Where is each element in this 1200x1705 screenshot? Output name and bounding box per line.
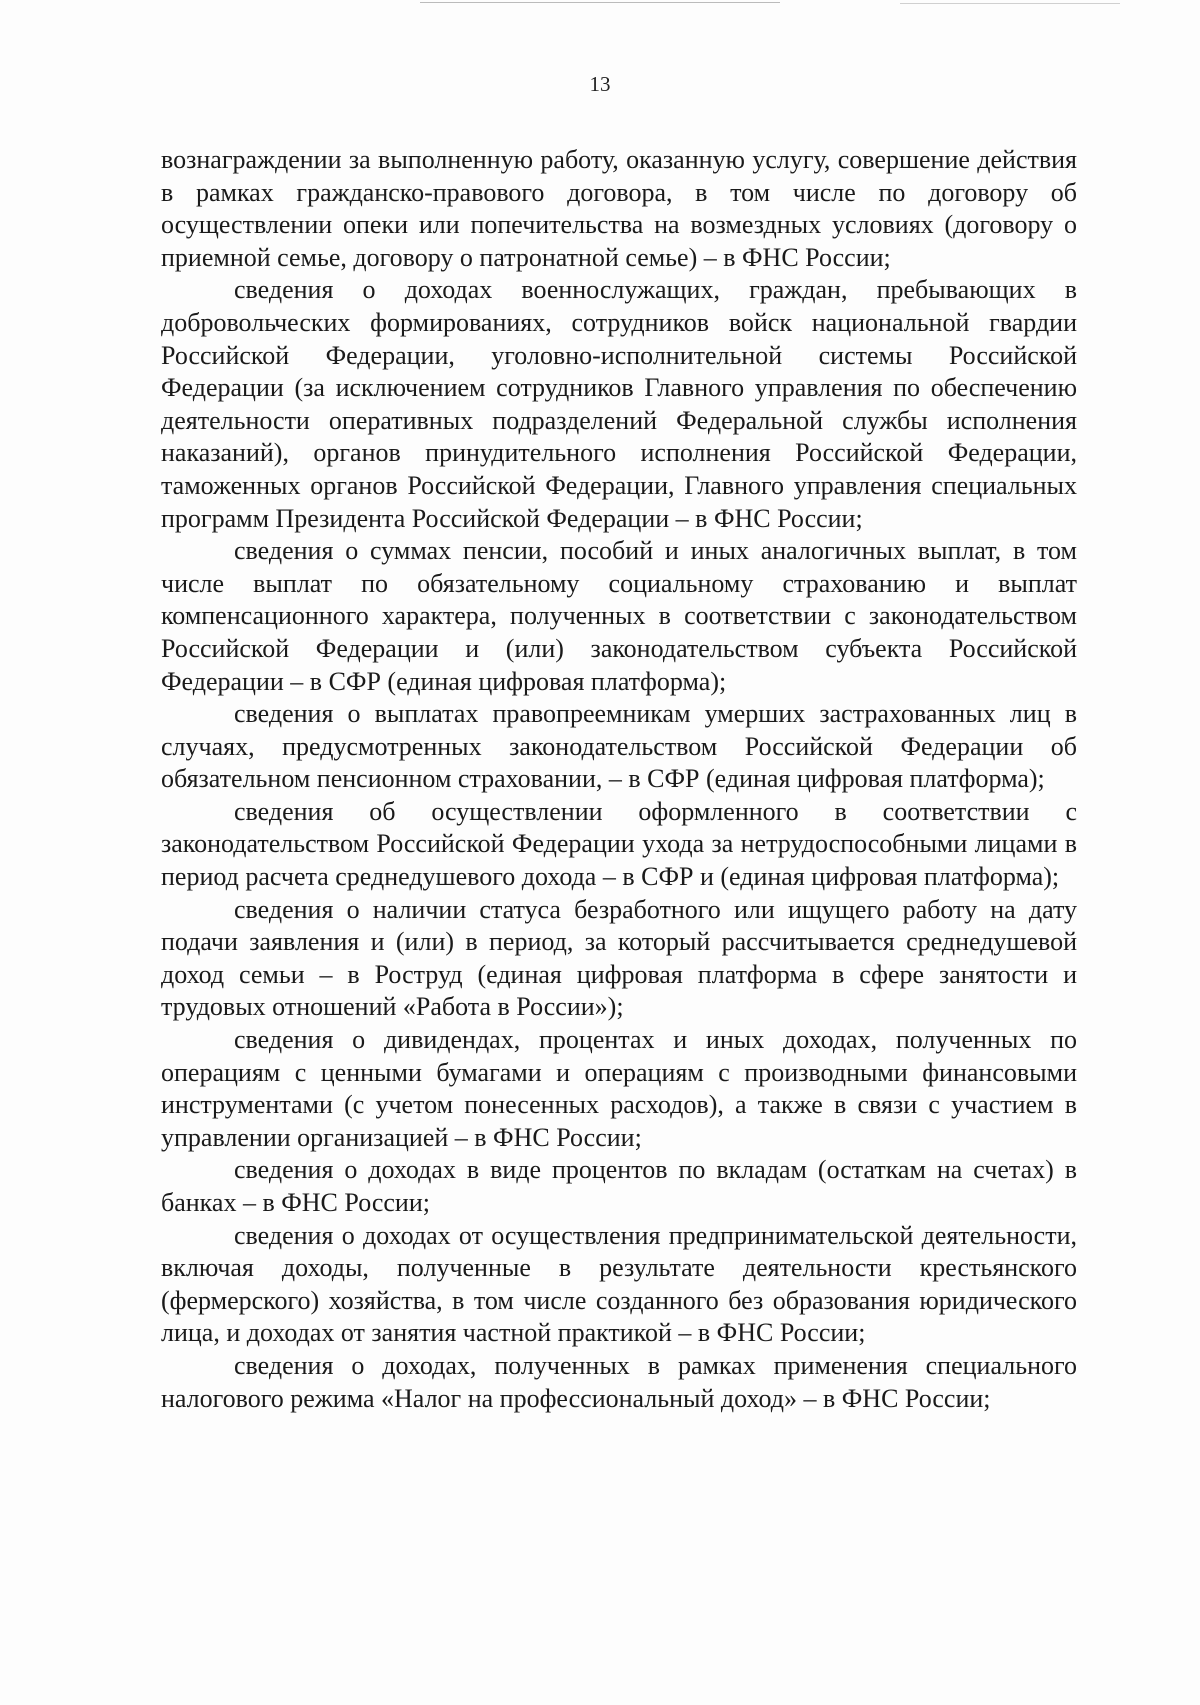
document-body bbox=[161, 144, 1077, 1415]
paragraph: сведения о дивидендах, процентах и иных доходах, полученных по операциям с ценными бумагами и операциям с производными финансовыми инструментами (с учетом понесенных расходов), а также в связи с участием в управлении организацией – в ФНС России; bbox=[161, 1025, 1077, 1152]
paragraph: сведения о доходах, полученных в рамках применения специального налогового режима «Налог на профессиональный доход» – в ФНС России; bbox=[161, 1350, 1077, 1413]
paragraph: сведения о выплатах правопреемникам умерших застрахованных лиц в случаях, предусмотренных законодательством Российской Федерации об обязательном пенсионном страховании, – в СФР (единая цифровая платформа); bbox=[161, 699, 1077, 794]
scan-edge-mark bbox=[900, 3, 1120, 4]
paragraph: сведения о суммах пенсии, пособий и иных аналогичных выплат, в том числе выплат по обязательному социальному страхованию и выплат компенсационного характера, полученных в соответствии с законодательством Российской Федерации и (или) законодательством субъекта Российской Федерации – в СФР (единая цифровая платформа); bbox=[161, 536, 1077, 696]
paragraph: сведения о доходах от осуществления предпринимательской деятельности, включая доходы, полученные в результате деятельности крестьянского (фермерского) хозяйства, в том числе созданного без образования юридического лица, и доходах от занятия частной практикой – в ФНС России; bbox=[161, 1220, 1077, 1348]
paragraph: сведения о доходах военнослужащих, граждан, пребывающих в добровольческих формированиях, сотрудников войск национальной гвардии Российской Федерации, уголовно-исполнительной системы Российской Федерации (за исключением сотрудников Главного управления по обеспечению деятельности оперативных подразделений Федеральной службы исполнения наказаний), органов принудительного исполнения Российской Федерации, таможенных органов Российской Федерации, Главного управления специальных программ Президента Российской Федерации – в ФНС России; bbox=[161, 275, 1077, 533]
paragraph: сведения об осуществлении оформленного в соответствии с законодательством Российской Федерации ухода за нетрудоспособными лицами в период расчета среднедушевого дохода – в СФР и (единая цифровая платформа); bbox=[161, 796, 1077, 892]
paragraph: сведения о наличии статуса безработного или ищущего работу на дату подачи заявления и (или) в период, за который рассчитывается среднедушевой доход семьи – в Роструд (единая цифровая платформа в сфере занятости и трудовых отношений «Работа в России»); bbox=[161, 894, 1077, 1022]
scan-edge-mark bbox=[420, 2, 780, 3]
paragraph: сведения о доходах в виде процентов по вкладам (остаткам на счетах) в банках – в ФНС России; bbox=[161, 1155, 1077, 1217]
paragraph: вознаграждении за выполненную работу, оказанную услугу, совершение действия в рамках гражданско-правового договора, в том числе по договору об осуществлении опеки или попечительства на возмездных условиях (договору о приемной семье, договору о патронатной семье) – в ФНС России; bbox=[161, 145, 1077, 272]
page-number: 13 bbox=[589, 72, 611, 96]
